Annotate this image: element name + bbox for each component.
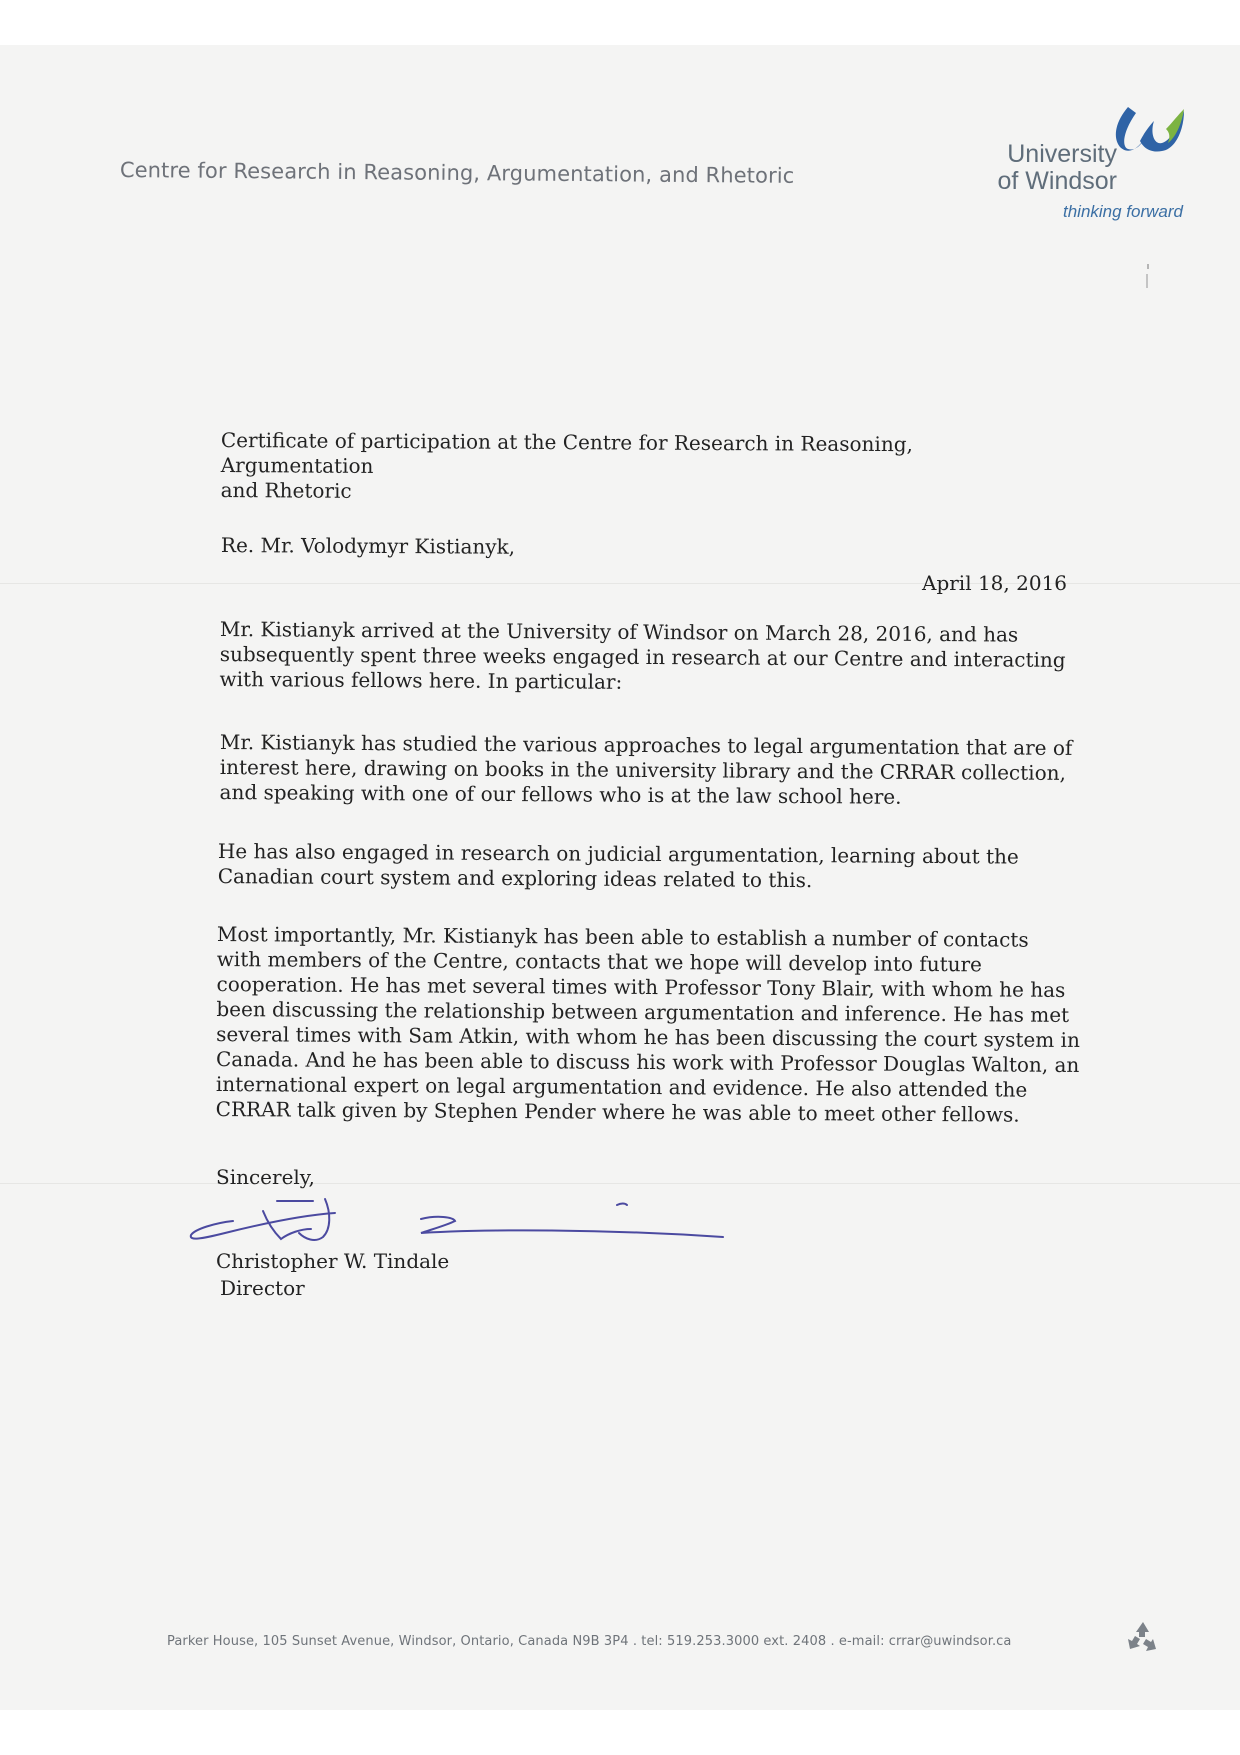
paper-specks [1143, 262, 1153, 302]
signer-name: Christopher W. Tindale [216, 1249, 450, 1273]
letterhead-title: Centre for Research in Reasoning, Argumentation, and Rhetoric [119, 158, 795, 188]
letter-date: April 18, 2016 [922, 571, 1068, 595]
text-line: with various fellows here. In particular: [219, 666, 623, 694]
signer-title: Director [220, 1276, 305, 1300]
text-line: cooperation. He has met several times with Professor Tony Blair, with whom he has [216, 971, 1066, 1002]
logo-mark-icon [1110, 103, 1188, 155]
recipient-line: Re. Mr. Volodymyr Kistianyk, [220, 533, 516, 559]
text-line: CRRAR talk given by Stephen Pender where he was able to meet other fellows. [215, 1096, 1020, 1127]
body-paragraph [216, 922, 1092, 1128]
text-line: several times with Sam Atkin, with whom he has been discussing the court system in [216, 1021, 1080, 1053]
body-paragraph [219, 617, 1080, 698]
signature-stroke [299, 1199, 329, 1240]
subject-line: Certificate of participation at the Centre for Research in Reasoning, Argumentation [220, 428, 913, 478]
text-line: He has also engaged in research on judicial argumentation, learning about the [217, 839, 1019, 869]
subject [221, 428, 1071, 508]
text-line: subsequently spent three weeks engaged in research at our Centre and interacting [219, 641, 1066, 672]
text-line: Most importantly, Mr. Kistianyk has been able to establish a number of contacts [216, 922, 1029, 952]
closing: Sincerely, [216, 1165, 315, 1189]
body-paragraph [218, 839, 1078, 895]
paper-fold-line [0, 1183, 1240, 1184]
text-line: Mr. Kistianyk arrived at the University of Windsor on March 28, 2016, and has [219, 617, 1019, 647]
text-line: Canada. And he has been able to discuss his work with Professor Douglas Walton, an [215, 1046, 1080, 1078]
logo-tagline: thinking forward [1062, 202, 1183, 221]
signature-stroke [263, 1211, 311, 1239]
text-line: been discussing the relationship between argumentation and inference. He has met [216, 996, 1070, 1027]
text-line: Canadian court system and exploring ideas related to this. [217, 863, 813, 893]
recycle-icon [1124, 1619, 1162, 1657]
university-logo [985, 103, 1185, 228]
handwritten-signature [185, 1193, 730, 1253]
logo-wordmark [998, 141, 1117, 195]
text-line: with members of the Centre, contacts that we hope will develop into future [216, 946, 983, 977]
signature-stroke [617, 1204, 627, 1206]
text-line: Mr. Kistianyk has studied the various approaches to legal argumentation that are of [219, 730, 1073, 760]
subject-line: and Rhetoric [220, 477, 352, 503]
text-line: international expert on legal argumentation and evidence. He also attended the [215, 1071, 1028, 1102]
signature-stroke [421, 1217, 723, 1237]
signature-stroke [191, 1213, 335, 1239]
logo-line-2: of Windsor [997, 167, 1117, 195]
footer-address: Parker House, 105 Sunset Avenue, Windsor, Ontario, Canada N9B 3P4 . tel: 519.253.3000 ext. 2408 . e-mail: crrar@uwindsor.ca [167, 1634, 1012, 1649]
body-paragraph [219, 730, 1080, 811]
text-line: and speaking with one of our fellows who is at the law school here. [219, 779, 902, 809]
text-line: interest here, drawing on books in the university library and the CRRAR collection, [219, 754, 1066, 785]
logo-line-1: University [1007, 140, 1117, 168]
